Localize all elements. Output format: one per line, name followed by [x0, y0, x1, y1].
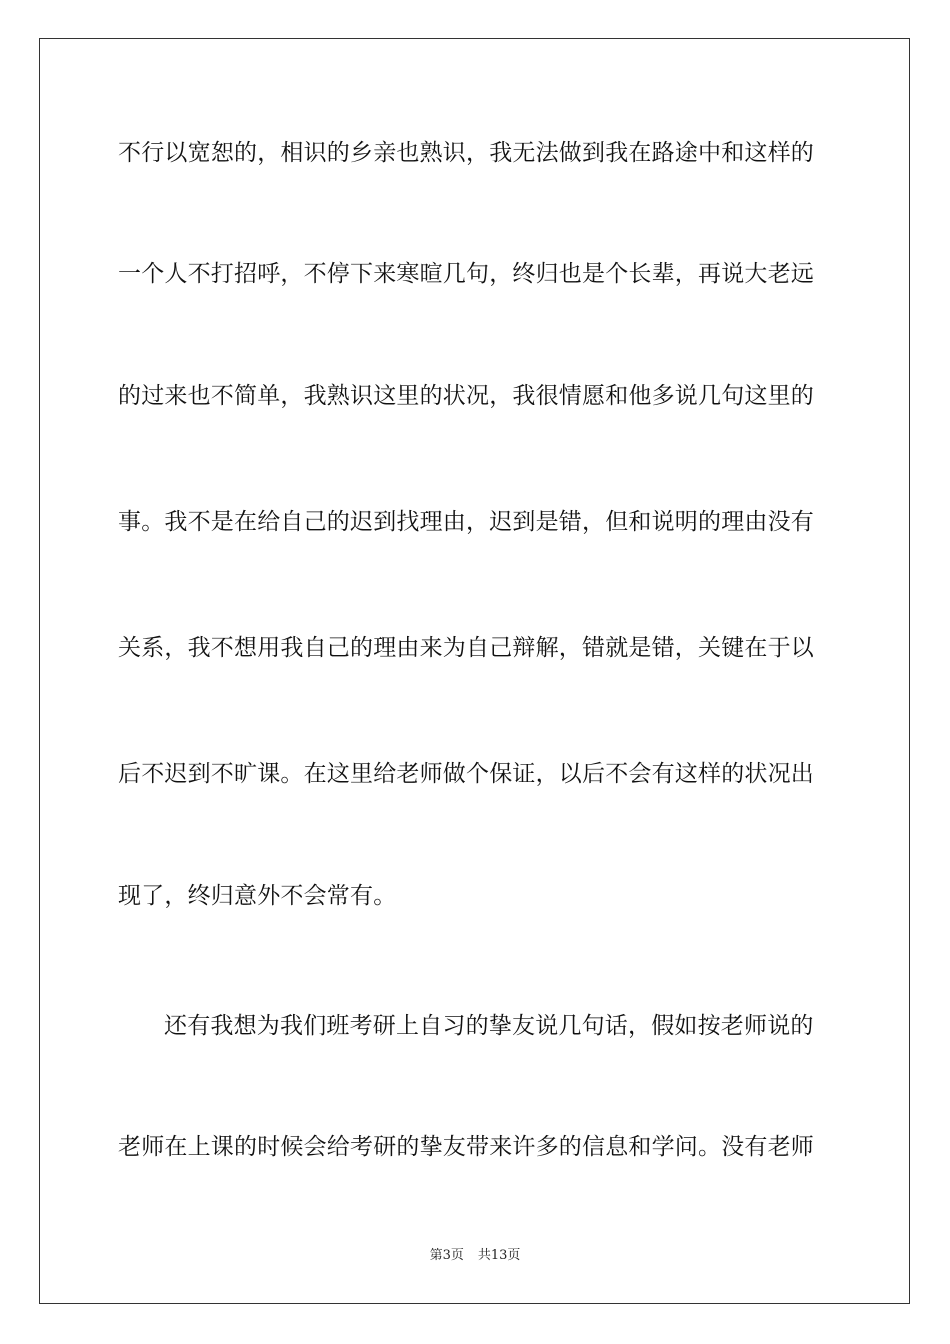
- page-total: 共13页: [477, 1248, 521, 1263]
- body-line-1: 不行以宽恕的，相识的乡亲也熟识，我无法做到我在路途中和这样的: [118, 140, 814, 166]
- page-number: 第3页: [429, 1248, 464, 1263]
- page-border: [39, 38, 910, 1304]
- paragraph-2-line-2: 老师在上课的时候会给考研的挚友带来许多的信息和学问。没有老师: [118, 1134, 814, 1160]
- body-line-6: 后不迟到不旷课。在这里给老师做个保证，以后不会有这样的状况出: [118, 761, 814, 787]
- body-line-2: 一个人不打招呼，不停下来寒暄几句，终归也是个长辈，再说大老远: [118, 261, 814, 287]
- body-line-7: 现了，终归意外不会常有。: [118, 883, 397, 909]
- page-footer: [0, 1248, 950, 1264]
- body-line-4: 事。我不是在给自己的迟到找理由，迟到是错，但和说明的理由没有: [118, 509, 814, 535]
- body-line-3: 的过来也不简单，我熟识这里的状况，我很情愿和他多说几句这里的: [118, 383, 814, 409]
- paragraph-2-line-1: 还有我想为我们班考研上自习的挚友说几句话，假如按老师说的: [164, 1013, 814, 1039]
- body-line-5: 关系，我不想用我自己的理由来为自己辩解，错就是错，关键在于以: [118, 635, 814, 661]
